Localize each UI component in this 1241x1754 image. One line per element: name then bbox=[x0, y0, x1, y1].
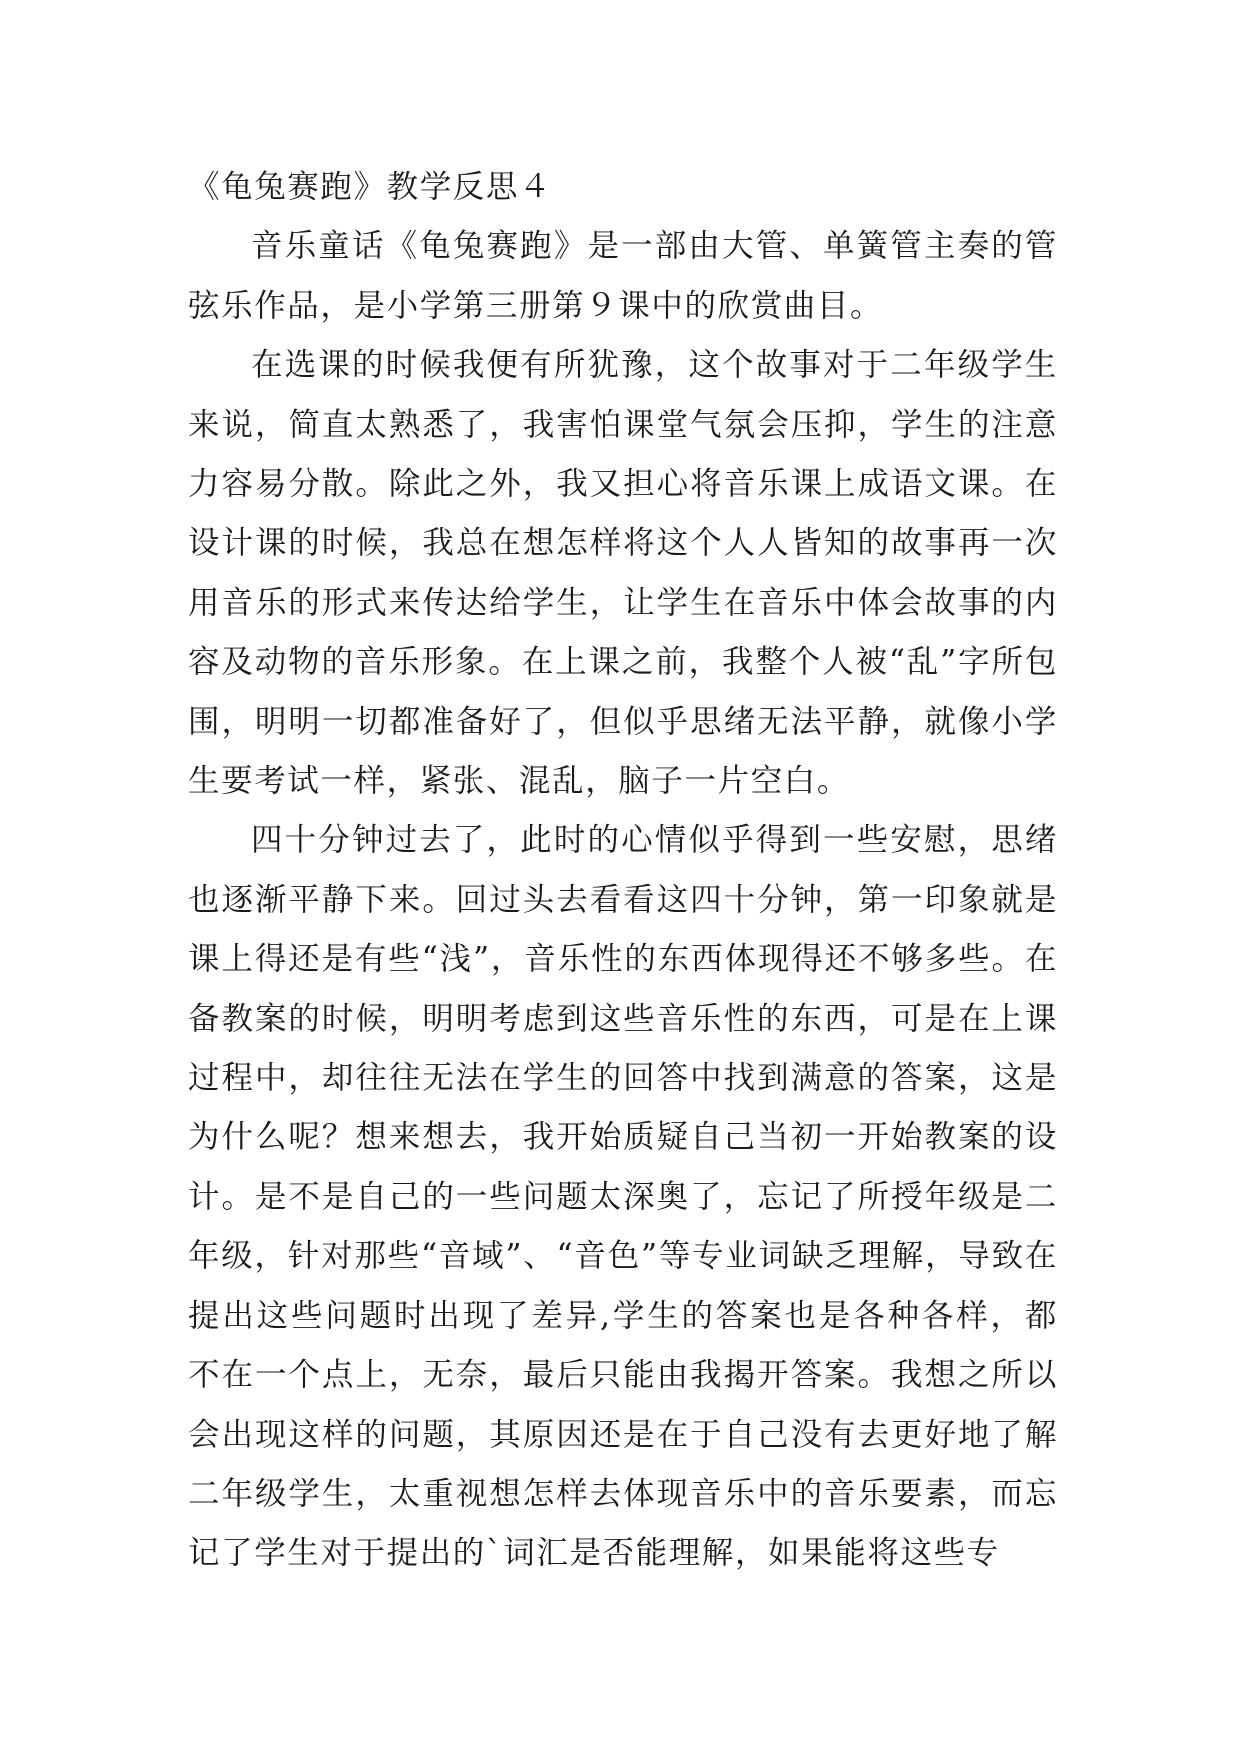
document-title: 《龟兔赛跑》教学反思４ bbox=[188, 169, 553, 205]
paragraph-reflection: 四十分钟过去了，此时的心情似乎得到一些安慰，思绪也逐渐平静下来。回过头去看看这四十分钟，第一印象就是课上得还是有些“浅”，音乐性的东西体现得还不够多些。在备教案的时候，明明考虑到这些音乐性的东西，可是在上课过程中，却往往无法在学生的回答中找到满意的答案，这是为什么呢？想来想去，我开始质疑自己当初一开始教案的设计。是不是自己的一些问题太深奥了，忘记了所授年级是二年级，针对那些“音域”、“音色”等专业词缺乏理解，导致在提出这些问题时出现了差异,学生的答案也是各种各样，都不在一个点上，无奈，最后只能由我揭开答案。我想之所以会出现这样的问题，其原因还是在于自己没有去更好地了解二年级学生，太重视想怎样去体现音乐中的音乐要素，而忘记了学生对于提出的`词汇是否能理解，如果能将这些专 bbox=[188, 822, 1058, 1572]
paragraph-lesson-selection: 在选课的时候我便有所犹豫，这个故事对于二年级学生来说，简直太熟悉了，我害怕课堂气氛会压抑，学生的注意力容易分散。除此之外，我又担心将音乐课上成语文课。在设计课的时候，我总在想怎样将这个人人皆知的故事再一次用音乐的形式来传达给学生，让学生在音乐中体会故事的内容及动物的音乐形象。在上课之前，我整个人被“乱”字所包围，明明一切都准备好了，但似乎思绪无法平静，就像小学生要考试一样，紧张、混乱，脑子一片空白。 bbox=[188, 347, 1058, 800]
document-body bbox=[188, 158, 1058, 1584]
paragraph-intro: 音乐童话《龟兔赛跑》是一部由大管、单簧管主奏的管弦乐作品，是小学第三册第９课中的欣赏曲目。 bbox=[188, 228, 1058, 324]
